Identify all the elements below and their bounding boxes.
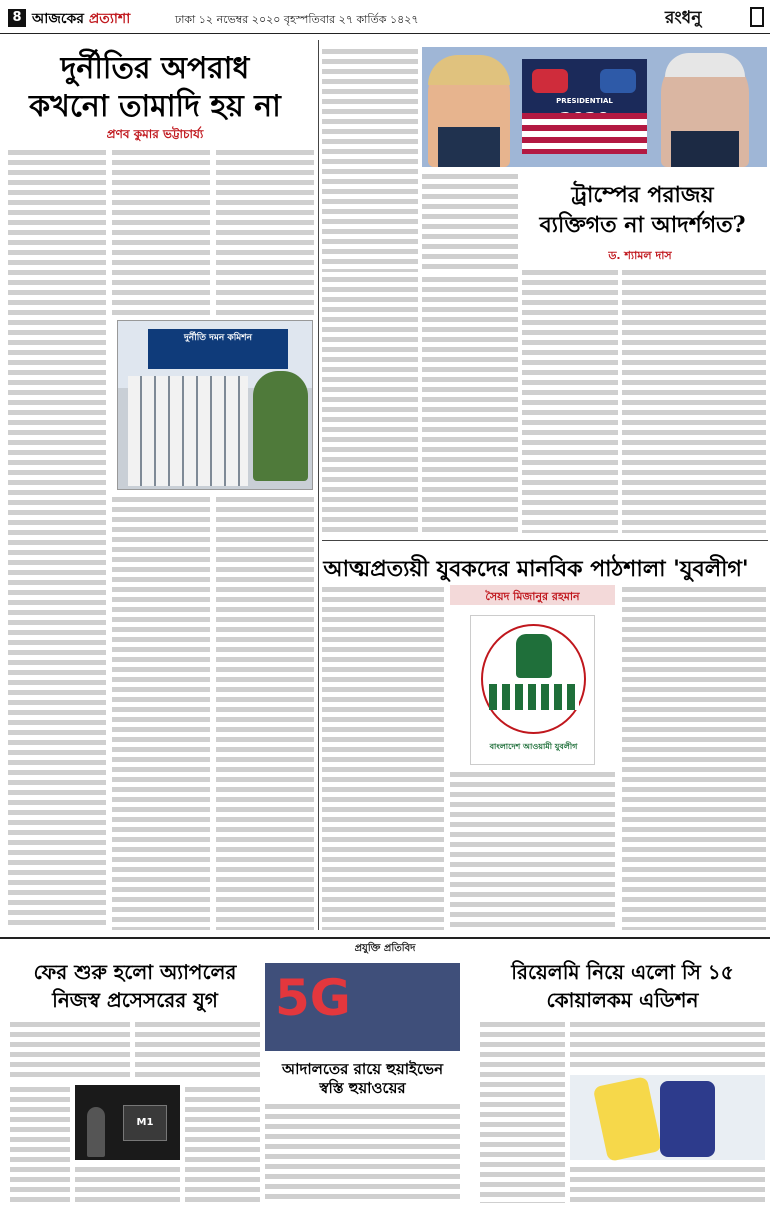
tech1-body-col4 [185, 1085, 260, 1203]
election-graphic [522, 59, 647, 154]
logo-main: প্রত্যাশা [88, 11, 131, 27]
logo-caption: বাংলাদেশ আওয়ামী যুবলীগ [489, 742, 578, 751]
tech3-body-col2 [570, 1020, 765, 1070]
tech1-body-col1 [10, 1020, 130, 1080]
article3-headline: আত্মপ্রত্যয়ী যুবকদের মানবিক পাঠশালা 'যুবলীগ' [323, 556, 749, 582]
realme-phone-photo [570, 1075, 765, 1160]
building-icon [128, 376, 248, 486]
article2-body-col2 [422, 275, 518, 533]
newspaper-logo [32, 7, 152, 29]
jubo-league-logo [470, 615, 595, 765]
phone-icon [660, 1081, 715, 1157]
tech1-headline-line2: নিজস্ব প্রসেসরের যুগ [52, 988, 218, 1012]
article1-byline: প্রণব কুমার ভট্টাচার্য্য [106, 127, 204, 141]
flag-text: PRESIDENTIAL [556, 97, 613, 105]
article2-body-col1 [322, 275, 418, 533]
article1-body-col3b [216, 495, 314, 930]
article1-body-col3 [216, 148, 314, 316]
article2-body-mid [422, 172, 518, 272]
donkey-icon [600, 69, 636, 93]
article2-headline-line1: ট্রাম্পের পরাজয় [571, 182, 714, 208]
photo-signboard: দুর্নীতি দমন কমিশন [148, 329, 288, 369]
apple-m1-photo [75, 1085, 180, 1160]
tech3-headline-line1: রিয়েলমি নিয়ে এলো সি ১৫ [511, 960, 734, 984]
phone-icon [593, 1076, 663, 1162]
5g-photo [265, 963, 460, 1051]
tech1-headline [10, 958, 260, 1014]
article1-headline-line2: কখনো তামাদি হয় না [29, 89, 281, 124]
article3-body-col3 [622, 585, 766, 930]
tech3-headline [480, 958, 765, 1014]
section-marker-icon [750, 7, 764, 27]
article2-byline: ড. শ্যামল দাস [608, 249, 672, 262]
tech3-headline-line2: কোয়ালকম এডিশন [546, 988, 699, 1012]
dateline: ঢাকা ১২ নভেম্বর ২০২০ বৃহস্পতিবার ২৭ কার্তিক ১৪২৭ [175, 13, 419, 26]
article1-body-col2 [112, 148, 210, 316]
article2-body-col4 [622, 268, 766, 533]
article3-body-col1 [322, 585, 444, 930]
tree-icon [253, 371, 308, 481]
presenter-icon [87, 1107, 105, 1157]
tech2-headline-line1: আদালতের রায়ে হুয়াইভেন [281, 1060, 444, 1078]
article1-headline-line1: দুর্নীতির অপরাধ [60, 51, 250, 86]
article2-headline-line2: ব্যক্তিগত না আদর্শগত? [539, 212, 746, 238]
trump-portrait [428, 55, 510, 167]
article2-headline [520, 180, 765, 240]
tech3-body-col3 [570, 1165, 765, 1203]
article3-body-col2 [450, 770, 615, 930]
article1-body-col1 [8, 148, 106, 930]
biden-portrait [661, 53, 749, 167]
acc-building-photo [117, 320, 313, 490]
page-number: 8 [8, 9, 26, 27]
tech2-body [265, 1102, 460, 1203]
raised-fist-icon [516, 634, 552, 678]
tech1-headline-line1: ফের শুরু হলো অ্যাপলের [33, 960, 237, 984]
tech2-headline-line2: স্বস্তি হুয়াওয়ের [319, 1079, 406, 1097]
tech1-body-col2 [135, 1020, 260, 1080]
article1-headline [10, 50, 300, 126]
section-divider [322, 540, 768, 541]
article2-body-lead [322, 47, 418, 272]
article3-byline: সৈয়দ মিজানুর রহমান [485, 590, 580, 603]
tech1-body-col5 [75, 1165, 180, 1203]
5g-graphic: 5G [275, 969, 351, 1027]
tech-section-label: প্রযুক্তি প্রতিবিদ [354, 943, 416, 954]
logo-prefix: আজকের [32, 11, 84, 27]
column-divider [318, 40, 319, 930]
m1-chip-icon: M1 [123, 1105, 167, 1141]
article1-body-col2b [112, 495, 210, 930]
stripes-icon [522, 113, 647, 154]
elephant-icon [532, 69, 568, 93]
section-name: রংধনু [665, 8, 702, 28]
tech3-body-col1 [480, 1020, 565, 1203]
article2-body-col3 [522, 268, 618, 533]
people-icon [489, 684, 579, 710]
tech1-body-col3 [10, 1085, 70, 1203]
trump-biden-photo [422, 47, 767, 167]
tech2-headline [265, 1060, 460, 1098]
